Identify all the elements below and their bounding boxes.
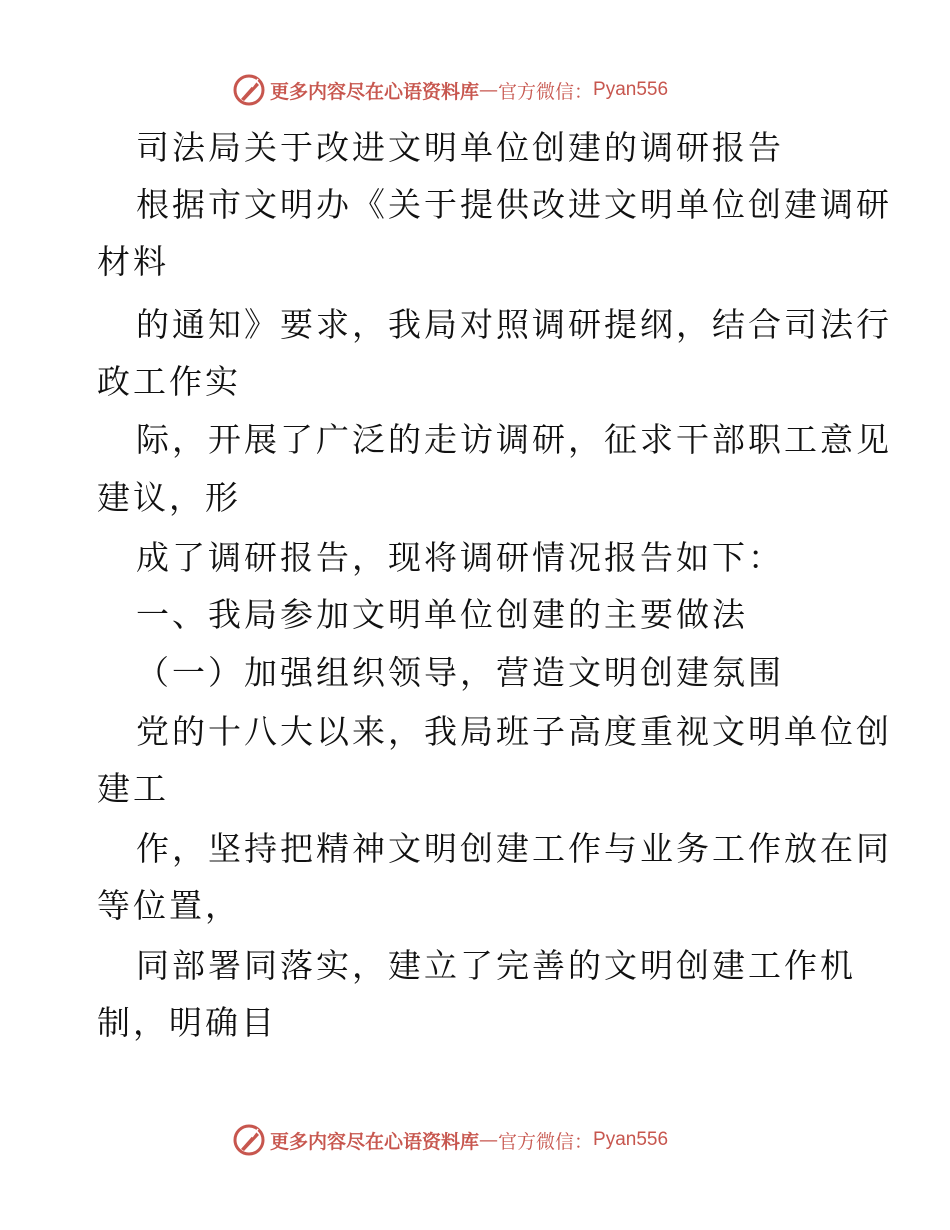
subsection-heading: （一）加强组织领导，营造文明创建氛围: [136, 653, 784, 692]
watermark-footer: [232, 1122, 668, 1158]
paragraph-line: 的通知》要求，我局对照调研提纲，结合司法行: [136, 305, 892, 344]
paragraph-line: 根据市文明办《关于提供改进文明单位创建调研: [136, 185, 892, 224]
paragraph-line: 党的十八大以来，我局班子高度重视文明单位创: [136, 712, 892, 751]
paragraph-line: 作，坚持把精神文明创建工作与业务工作放在同: [136, 829, 892, 868]
watermark-sub-text: 官方微信：: [498, 80, 594, 103]
watermark-wechat-id: Pyan556: [593, 1129, 669, 1150]
paragraph-line: 同部署同落实，建立了完善的文明创建工作机: [136, 946, 856, 985]
watermark-sub-text: 官方微信：: [498, 1130, 594, 1153]
paragraph-line: 材料: [97, 242, 169, 281]
document-title: 司法局关于改进文明单位创建的调研报告: [136, 128, 784, 167]
watermark-main-text: 更多内容尽在心语资料库: [270, 80, 480, 103]
watermark-dash: —: [479, 79, 499, 101]
paragraph-line: 际，开展了广泛的走访调研，征求干部职工意见: [136, 420, 892, 459]
watermark-dash: —: [479, 1129, 499, 1151]
watermark-header: [232, 72, 668, 108]
watermark-wechat-id: Pyan556: [593, 79, 669, 100]
paragraph-line: 政工作实: [97, 362, 241, 401]
paragraph-line: 制，明确目: [97, 1003, 277, 1042]
paragraph-line: 建工: [97, 769, 169, 808]
quill-logo-icon: [232, 1123, 266, 1157]
section-heading: 一、我局参加文明单位创建的主要做法: [136, 595, 748, 634]
quill-logo-icon: [232, 73, 266, 107]
paragraph-line: 建议，形: [97, 478, 241, 517]
paragraph-line: 成了调研报告，现将调研情况报告如下：: [136, 538, 784, 577]
paragraph-line: 等位置，: [97, 886, 241, 925]
watermark-main-text: 更多内容尽在心语资料库: [270, 1130, 480, 1153]
